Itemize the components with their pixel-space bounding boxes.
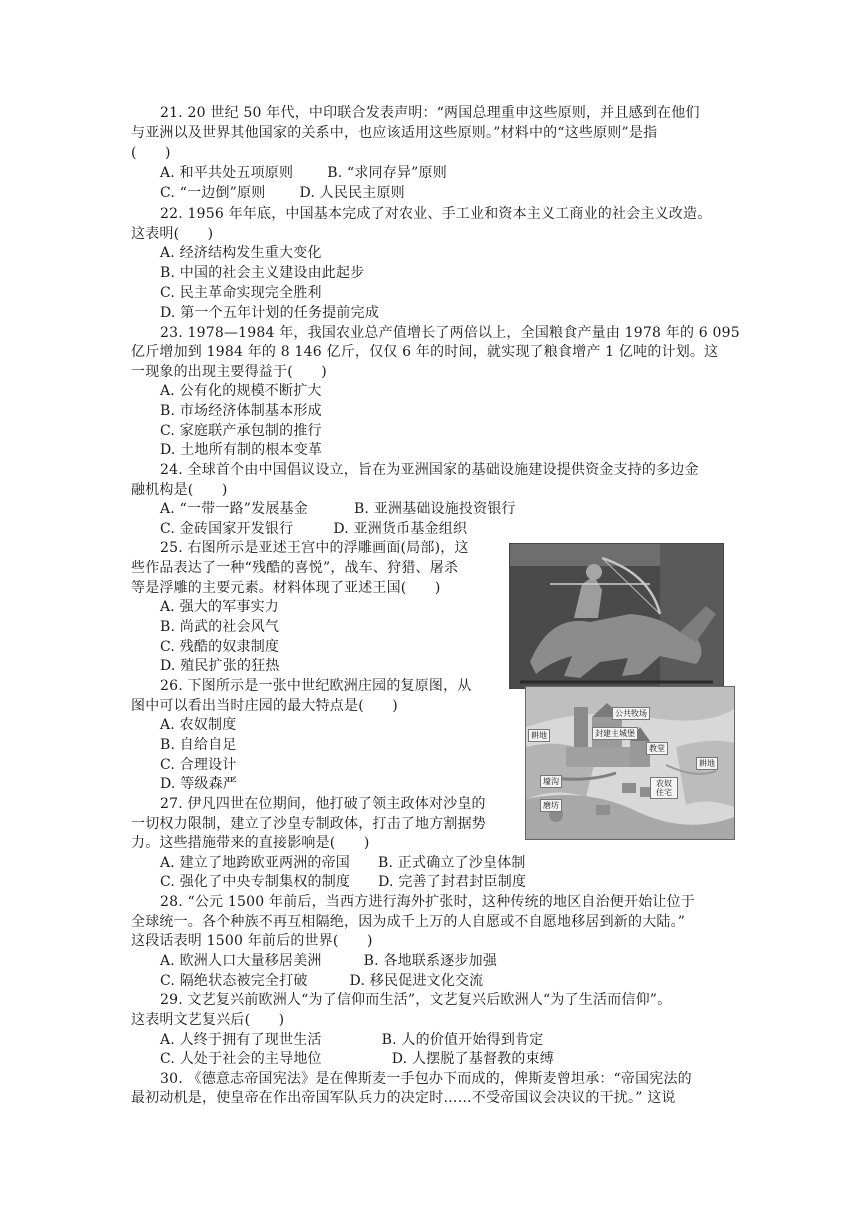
assyrian-relief-image bbox=[509, 543, 724, 689]
question-24-line-2: 融机构是( ) bbox=[131, 482, 228, 498]
question-30-line-2: 最初动机是，使皇帝在作出帝国军队兵力的决定时……不受帝国议会决议的干扰。” 这说 bbox=[131, 1090, 676, 1106]
option-26c: C. 合理设计 bbox=[160, 757, 237, 773]
option-22b: B. 中国的社会主义建设由此起步 bbox=[160, 265, 365, 281]
question-23-line-2: 亿斤增加到 1984 年的 8 146 亿斤，仅仅 6 年的时间，就实现了粮食增产 1 亿吨的计划。这 bbox=[131, 344, 719, 360]
option-23d: D. 土地所有制的根本变革 bbox=[160, 442, 323, 458]
question-24-options-row-2 bbox=[160, 519, 467, 539]
option-21b: B. “求同存异”原则 bbox=[327, 165, 447, 181]
question-21-line-2: 与亚洲以及世界其他国家的关系中，也应该适用这些原则。”材料中的“这些原则”是指 bbox=[131, 125, 658, 141]
option-27b: B. 正式确立了沙皇体制 bbox=[378, 855, 526, 871]
question-27-line-1: 27. 伊凡四世在位期间，他打破了领主政体对沙皇的 bbox=[160, 796, 486, 812]
option-27a: A. 建立了地跨欧亚两洲的帝国 bbox=[160, 855, 351, 871]
question-26-line-2: 图中可以看出当时庄园的最大特点是( ) bbox=[131, 698, 398, 714]
option-22a: A. 经济结构发生重大变化 bbox=[160, 245, 322, 261]
question-28-options-row-1 bbox=[160, 951, 497, 971]
question-29-line-1: 29. 文艺复兴前欧洲人“为了信仰而生活”，文艺复兴后欧洲人“为了生活而信仰”。 bbox=[160, 992, 672, 1008]
manor-label-church: 教堂 bbox=[646, 742, 668, 755]
option-21a: A. 和平共处五项原则 bbox=[160, 165, 294, 181]
option-21d: D. 人民民主原则 bbox=[299, 185, 405, 201]
option-21c: C. “一边倒”原则 bbox=[160, 185, 266, 201]
option-23b: B. 市场经济体制基本形成 bbox=[160, 403, 322, 419]
option-24d: D. 亚洲货币基金组织 bbox=[333, 521, 468, 537]
question-23-line-1: 23. 1978—1984 年，我国农业总产值增长了两倍以上，全国粮食产量由 1978 年的 6 095 bbox=[160, 325, 740, 341]
option-24b: B. 亚洲基础设施投资银行 bbox=[353, 501, 516, 517]
question-29-options-row-1 bbox=[160, 1030, 543, 1050]
manor-label-lord-castle: 封建主城堡 bbox=[592, 727, 638, 740]
manor-label-moat: 壕沟 bbox=[540, 775, 562, 788]
question-27-options-row-1 bbox=[160, 853, 526, 873]
question-22-line-1: 22. 1956 年年底，中国基本完成了对农业、手工业和资本主义工商业的社会主义改造。 bbox=[160, 206, 712, 222]
option-22c: C. 民主革命实现完全胜利 bbox=[160, 285, 322, 301]
option-25c: C. 残酷的奴隶制度 bbox=[160, 639, 280, 655]
question-27-line-3: 力。这些措施带来的直接影响是( ) bbox=[131, 835, 370, 851]
manor-label-farmland-left: 耕地 bbox=[528, 729, 550, 742]
question-24-line-1: 24. 全球首个由中国倡议设立，旨在为亚洲国家的基础设施建设提供资金支持的多边金 bbox=[160, 462, 699, 478]
question-26-line-1: 26. 下图所示是一张中世纪欧洲庄园的复原图，从 bbox=[160, 678, 472, 694]
question-30-line-1: 30. 《德意志帝国宪法》是在俾斯麦一手包办下而成的，俾斯麦曾坦承：“帝国宪法的 bbox=[160, 1071, 692, 1087]
question-21-options-row-1 bbox=[160, 163, 447, 183]
option-28d: D. 移民促进文化交流 bbox=[349, 973, 484, 989]
option-27d: D. 完善了封君封臣制度 bbox=[378, 874, 527, 890]
question-27-line-2: 一切权力限制，建立了沙皇专制政体，打击了地方割据势 bbox=[131, 816, 486, 832]
manor-label-farmland-right: 耕地 bbox=[696, 757, 718, 770]
medieval-manor-illustration bbox=[525, 686, 735, 840]
relief-illustration bbox=[510, 544, 723, 688]
question-28-options-row-2 bbox=[160, 971, 483, 991]
manor-label-common-pasture: 公共牧场 bbox=[612, 707, 650, 720]
question-25-line-1: 25. 右图所示是亚述王宫中的浮雕画面(局部)，这 bbox=[160, 540, 469, 556]
option-28a: A. 欧洲人口大量移居美洲 bbox=[160, 953, 322, 969]
question-28-line-3: 这段话表明 1500 年前后的世界( ) bbox=[131, 933, 373, 949]
question-22-line-2: 这表明( ) bbox=[131, 226, 214, 242]
question-23-line-3: 一现象的出现主要得益于( ) bbox=[131, 364, 327, 380]
question-27-options-row-2 bbox=[160, 872, 526, 892]
option-28c: C. 隔绝状态被完全打破 bbox=[160, 973, 308, 989]
option-28b: B. 各地联系逐步加强 bbox=[363, 953, 498, 969]
option-26b: B. 自给自足 bbox=[160, 737, 237, 753]
question-28-line-2: 全球统一。各个种族不再互相隔绝，因为成千上万的人自愿或不自愿地移居到新的大陆。” bbox=[131, 914, 686, 930]
question-24-options-row-1 bbox=[160, 499, 516, 519]
question-25-line-2: 些作品表达了一种“残酷的喜悦”，战车、狩猎、屠杀 bbox=[131, 560, 459, 576]
option-24c: C. 金砖国家开发银行 bbox=[160, 521, 294, 537]
option-29c: C. 人处于社会的主导地位 bbox=[160, 1051, 322, 1067]
question-21-line-3: ( ) bbox=[131, 145, 171, 161]
option-29b: B. 人的价值开始得到肯定 bbox=[381, 1032, 544, 1048]
question-21-options-row-2 bbox=[160, 183, 405, 203]
question-29-options-row-2 bbox=[160, 1049, 554, 1069]
option-26a: A. 农奴制度 bbox=[160, 717, 237, 733]
option-29a: A. 人终于拥有了现世生活 bbox=[160, 1032, 322, 1048]
manor-label-mill: 磨坊 bbox=[540, 799, 562, 812]
manor-label-serf-housing: 农奴住宅 bbox=[650, 777, 678, 799]
question-25-line-3: 等是浮雕的主要元素。材料体现了亚述王国( ) bbox=[131, 580, 441, 596]
option-23c: C. 家庭联产承包制的推行 bbox=[160, 423, 322, 439]
question-28-line-1: 28. “公元 1500 年前后，当西方进行海外扩张时，这种传统的地区自治便开始让位于 bbox=[160, 894, 695, 910]
option-22d: D. 第一个五年计划的任务提前完成 bbox=[160, 305, 380, 321]
option-26d: D. 等级森严 bbox=[160, 776, 238, 792]
question-21-line-1: 21. 20 世纪 50 年代，中印联合发表声明：“两国总理重申这些原则，并且感到在他们 bbox=[160, 105, 700, 121]
option-29d: D. 人摆脱了基督教的束缚 bbox=[391, 1051, 554, 1067]
option-25a: A. 强大的军事实力 bbox=[160, 599, 280, 615]
option-23a: A. 公有化的规模不断扩大 bbox=[160, 383, 322, 399]
option-24a: A. “一带一路”发展基金 bbox=[160, 501, 308, 517]
question-29-line-2: 这表明文艺复兴后( ) bbox=[131, 1012, 285, 1028]
option-27c: C. 强化了中央专制集权的制度 bbox=[160, 874, 351, 890]
option-25d: D. 殖民扩张的狂热 bbox=[160, 658, 280, 674]
option-25b: B. 尚武的社会风气 bbox=[160, 619, 280, 635]
